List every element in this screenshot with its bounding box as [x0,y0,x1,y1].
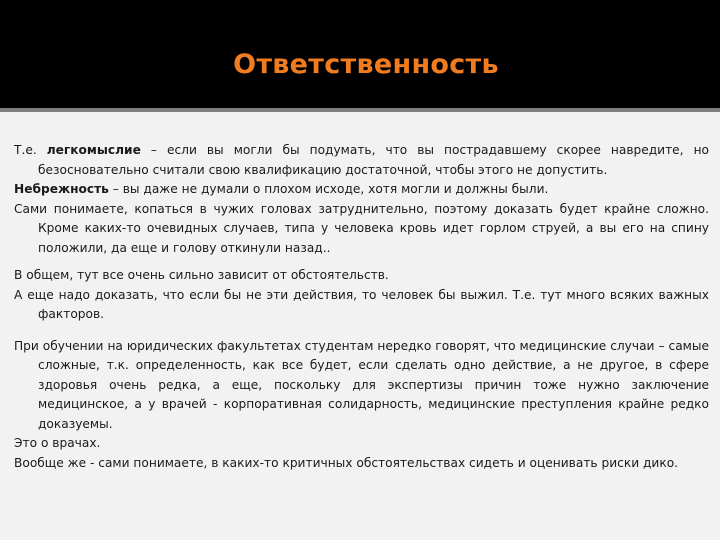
paragraph-proof-difficulty: Сами понимаете, копаться в чужих головах затруднительно, поэтому доказать будет крайне сложно. Кроме каких-то очевидных случаев, типа у человека кровь идет горлом струей, а вы его на спину положили, да еще и голову откинули назад.. [14,201,709,255]
paragraph-prefix: Т.е. [14,143,47,157]
term-negligence: Небрежность [14,182,109,196]
paragraph-law-schools: При обучении на юридических факультетах студентам нередко говорят, что медицинские случаи – самые сложные, т.к. определенность, как все будет, если сделать одно действие, а не другое, в сфере здоровья очень редка, а еще, поскольку для экспертизы причин тоже нужно заключение медицинское, а у врачей - корпоративная солидарность, медицинские преступления крайне редко доказуемы. [14,338,709,431]
term-frivolity: легкомыслие [46,143,141,157]
slide-body [14,141,709,473]
title-band [0,0,720,108]
paragraph-causation: А еще надо доказать, что если бы не эти действия, то человек бы выжил. Т.е. тут много всяких важных факторов. [14,287,709,321]
slide-title: Ответственность [233,48,499,80]
paragraph-frivolity [14,141,709,180]
paragraph-text: – вы даже не думали о плохом исходе, хотя могли и должны были. [108,182,549,196]
paragraph-circumstances: В общем, тут все очень сильно зависит от обстоятельств. [14,268,389,282]
title-divider [0,108,720,112]
paragraph-about-doctors: Это о врачах. [14,436,101,450]
paragraph-text: – если вы могли бы подумать, что вы пострадавшему скорее навредите, но безосновательно считали свою квалификацию достаточной, чтобы этого не допустить. [38,143,709,177]
paragraph-conclusion: Вообще же - сами понимаете, в каких-то критичных обстоятельствах сидеть и оценивать риски дико. [14,455,679,470]
paragraph-negligence [14,180,709,200]
